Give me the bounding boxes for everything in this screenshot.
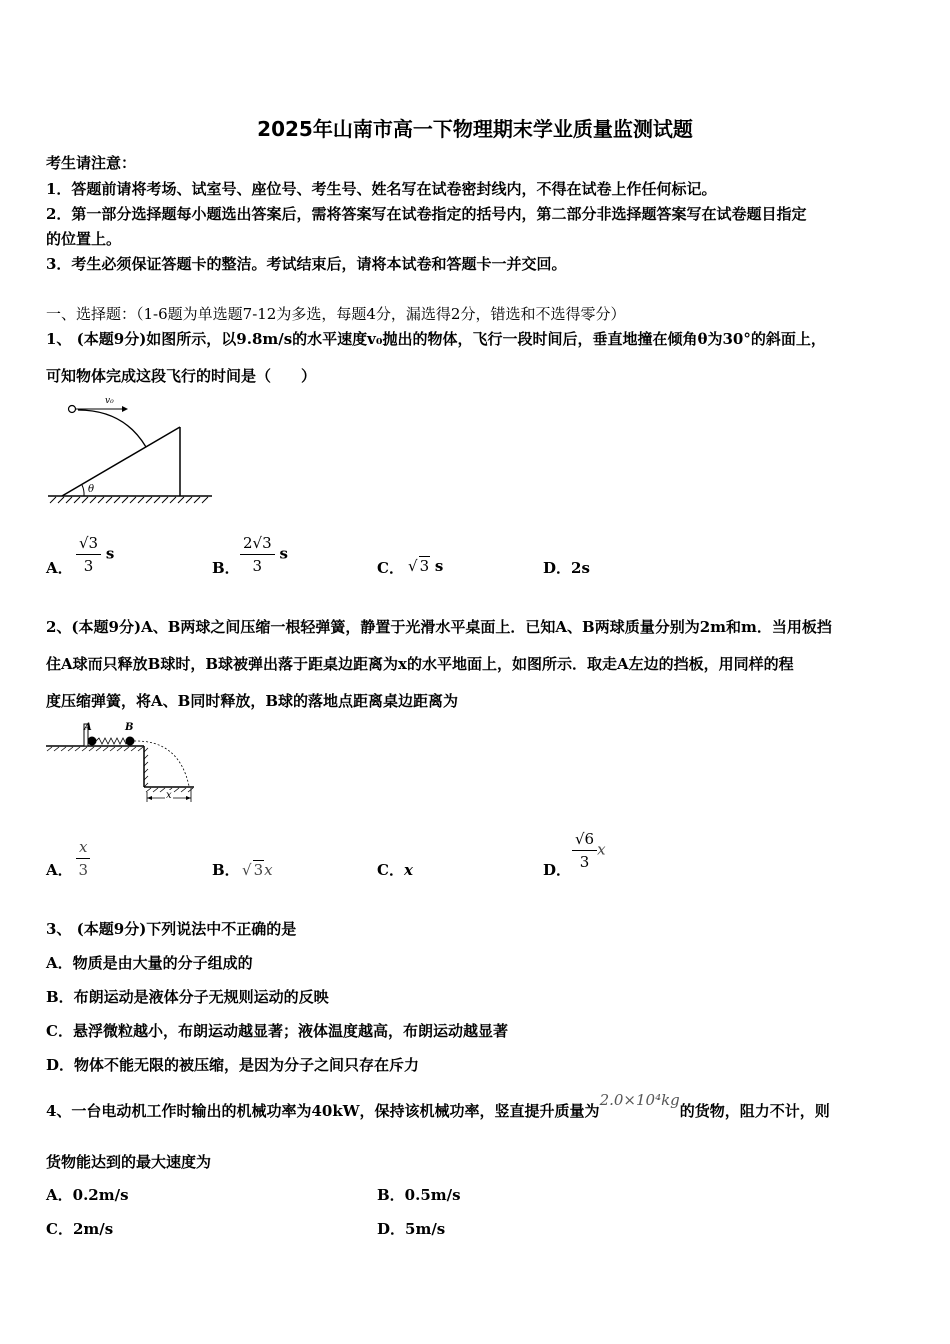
- ball-b-label: B: [125, 722, 134, 733]
- q2-option-b-value: √ 3x: [242, 861, 273, 879]
- q3-stem: 3、 (本题9分)下列说法中不正确的是: [46, 920, 297, 938]
- q4-option-a: A．0.2m/s: [46, 1186, 129, 1204]
- fraction-numerator: √3: [76, 534, 101, 555]
- q1-option-a-label: A．: [46, 559, 73, 577]
- q2-stem-3: 度压缩弹簧，将A、B同时释放，B球的落地点距离桌边距离为: [46, 692, 458, 710]
- fraction-numerator: √6: [572, 830, 597, 851]
- q1-option-c-label: C．: [377, 559, 404, 577]
- q3-option-b: B．布朗运动是液体分子无规则运动的反映: [46, 988, 329, 1006]
- q1-stem: 1、 (本题9分)如图所示，以9.8m/s的水平速度v₀抛出的物体，飞行一段时间后，垂直地撞在倾角θ为30°的斜面上，: [46, 330, 826, 348]
- q2-stem-2: 住A球而只释放B球时，B球被弹出落于距桌边距离为x的水平地面上，如图所示．取走A左边的挡板，用同样的程: [46, 655, 794, 673]
- q1-option-a-value: [76, 534, 114, 575]
- fraction-denominator: 3: [83, 557, 94, 575]
- q3-option-a: A．物质是由大量的分子组成的: [46, 954, 253, 972]
- section-heading: 一、选择题：（1-6题为单选题7-12为多选，每题4分，漏选得2分，错选和不选得零分）: [46, 305, 626, 323]
- fraction-denominator: 3: [252, 557, 263, 575]
- option-label: D．: [543, 559, 572, 577]
- velocity-label: v₀: [105, 396, 114, 406]
- radicand: 3: [419, 557, 430, 575]
- incline-figure: [44, 395, 219, 510]
- notice-item: 2．第一部分选择题每小题选出答案后，需将答案写在试卷指定的括号内，第二部分非选择题答案写在试卷题目指定: [46, 205, 807, 223]
- q4-stem: [46, 1089, 906, 1120]
- option-label: C．: [377, 861, 404, 879]
- fraction-denominator: 3: [579, 853, 590, 871]
- notice-item: 1．答题前请将考场、试室号、座位号、考生号、姓名写在试卷密封线内，不得在试卷上作任何标记。: [46, 180, 717, 198]
- variable: x: [597, 840, 606, 859]
- q4-option-d: D．5m/s: [377, 1220, 446, 1238]
- ball-a-label: A: [84, 722, 92, 733]
- q1-option-b-value: [240, 534, 288, 575]
- q3-option-d: D．物体不能无限的被压缩，是因为分子之间只存在斥力: [46, 1056, 420, 1074]
- notice-item: 3．考生必须保证答题卡的整洁。考试结束后，请将本试卷和答题卡一并交回。: [46, 255, 567, 273]
- variable: x: [264, 861, 273, 879]
- fraction-numerator: x: [76, 838, 90, 859]
- q4-option-b: B．0.5m/s: [377, 1186, 461, 1204]
- unit: s: [434, 557, 444, 575]
- q2-option-d-label: D．: [543, 861, 572, 879]
- q2-stem: 2、(本题9分)A、B两球之间压缩一根轻弹簧，静置于光滑水平桌面上．已知A、B两球质量分别为2m和m．当用板挡: [46, 618, 832, 636]
- q3-option-c: C．悬浮微粒越小，布朗运动越显著；液体温度越高，布朗运动越显著: [46, 1022, 508, 1040]
- q1-option-b-label: B．: [212, 559, 240, 577]
- page-title: 2025年山南市高一下物理期末学业质量监测试题: [257, 117, 693, 141]
- q2-option-c: [377, 859, 413, 880]
- option-value: 2s: [571, 559, 590, 577]
- q2-option-a-value: [76, 838, 90, 879]
- option-value: x: [403, 861, 413, 879]
- q2-option-d-value: [572, 830, 606, 871]
- spring-table-figure: [44, 722, 204, 807]
- q4-stem-after: 的货物，阻力不计，则: [679, 1102, 830, 1120]
- q1-option-d: [543, 557, 590, 578]
- q4-option-c: C．2m/s: [46, 1220, 114, 1238]
- fraction-denominator: 3: [78, 861, 88, 879]
- q4-mass: 2.0×10⁴kg: [599, 1091, 680, 1109]
- q1-stem-2: 可知物体完成这段飞行的时间是（ ）: [46, 367, 317, 385]
- angle-label: θ: [88, 484, 95, 495]
- q1-option-c-value: √ 3 s: [408, 557, 444, 575]
- unit: s: [105, 544, 115, 563]
- distance-label: x: [166, 790, 172, 801]
- notice-heading: 考生请注意：: [46, 154, 137, 172]
- q2-option-a-label: A．: [46, 861, 73, 879]
- notice-item: 的位置上。: [46, 230, 122, 248]
- q4-stem-2: 货物能达到的最大速度为: [46, 1153, 212, 1171]
- fraction-numerator: 2√3: [240, 534, 275, 555]
- unit: s: [279, 544, 288, 563]
- radicand: 3: [253, 861, 264, 879]
- q4-stem-before: 4、一台电动机工作时输出的机械功率为40kW，保持该机械功率，竖直提升质量为: [46, 1102, 600, 1120]
- q2-option-b-label: B．: [212, 861, 240, 879]
